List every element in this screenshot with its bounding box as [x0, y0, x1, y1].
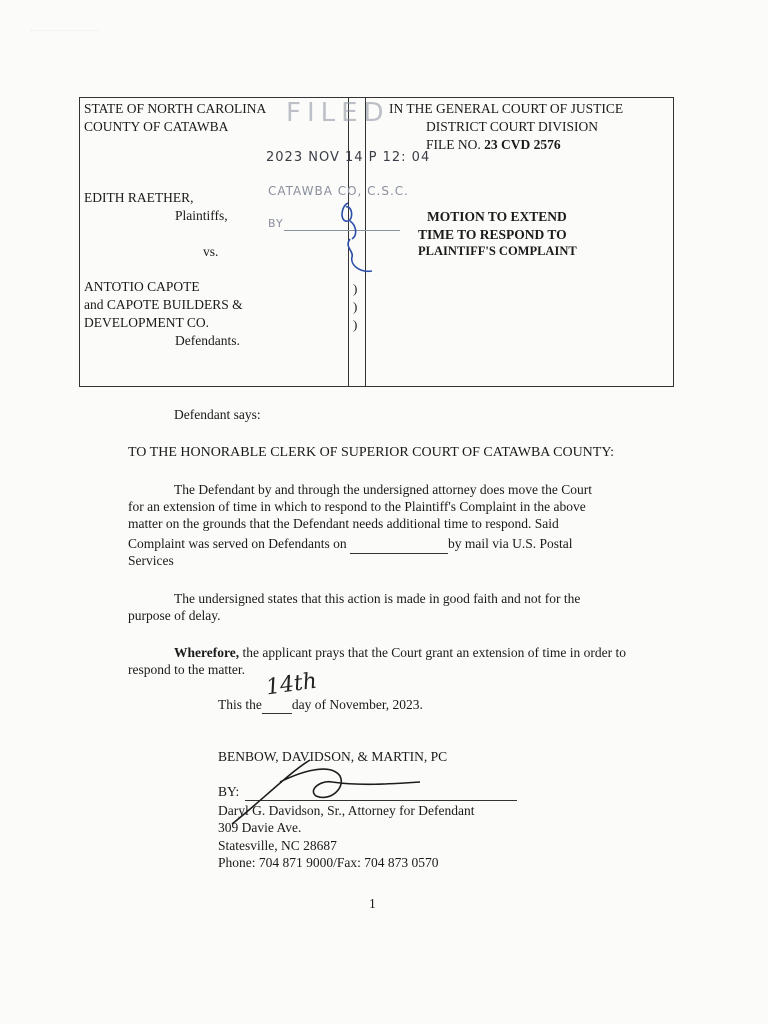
firm-name: BENBOW, DAVIDSON, & MARTIN, PC — [218, 749, 448, 764]
wherefore-label: Wherefore, — [174, 645, 240, 660]
paragraph-1-line4 — [128, 535, 572, 554]
motion-title-line2: TIME TO RESPOND TO — [418, 227, 567, 242]
caption-division: DISTRICT COURT DIVISION — [426, 119, 598, 134]
paragraph-1-line3: matter on the grounds that the Defendant needs additional time to respond. Said — [128, 516, 559, 531]
paragraph-3-line2: respond to the matter. — [128, 662, 245, 677]
motion-title-line3: PLAINTIFF'S COMPLAINT — [418, 244, 577, 258]
paragraph-3-text: the applicant prays that the Court grant an extension of time in order to — [239, 645, 627, 660]
address-line2: Statesville, NC 28687 — [218, 838, 337, 853]
caption-defendant-line2: and CAPOTE BUILDERS & — [84, 297, 243, 312]
clerk-initials-signature — [330, 195, 380, 280]
intro-line: Defendant says: — [174, 407, 261, 422]
caption-paren: ) — [353, 281, 358, 296]
scan-artifact — [30, 30, 100, 51]
caption-county: COUNTY OF CATAWBA — [84, 119, 229, 134]
service-text-a: Complaint was served on Defendants on — [128, 536, 347, 551]
caption-court: IN THE GENERAL COURT OF JUSTICE — [389, 101, 624, 116]
caption-defendant-role: Defendants. — [175, 333, 240, 348]
motion-title-line1: MOTION TO EXTEND — [427, 209, 567, 224]
stamp-office: CATAWBA CO, C.S.C. — [268, 184, 409, 198]
caption-defendant-line3: DEVELOPMENT CO. — [84, 315, 210, 330]
service-date-blank — [350, 535, 448, 554]
dated-line — [218, 696, 423, 714]
salutation: TO THE HONORABLE CLERK OF SUPERIOR COURT OF CATAWBA COUNTY: — [128, 445, 615, 460]
paragraph-1-line1: The Defendant by and through the undersigned attorney does move the Court — [174, 482, 593, 497]
dated-text-b: day of November, 2023. — [291, 697, 423, 712]
caption-paren: ) — [353, 317, 358, 332]
address-line1: 309 Davie Ave. — [218, 820, 302, 835]
caption-vs: vs. — [203, 244, 219, 259]
signature-by-label: BY: — [218, 784, 240, 799]
file-no-label: FILE NO. — [426, 137, 481, 152]
file-no-value: 23 CVD 2576 — [484, 137, 561, 152]
dated-text-a: This the — [218, 697, 262, 712]
handwritten-day: 14th — [264, 668, 319, 701]
paragraph-2-line2: purpose of delay. — [128, 608, 221, 623]
caption-plaintiff: EDITH RAETHER, — [84, 190, 194, 205]
service-text-b: by mail via U.S. Postal — [447, 536, 573, 551]
paragraph-3-line1 — [174, 644, 626, 662]
paragraph-2-line1: The undersigned states that this action is made in good faith and not for the — [174, 591, 581, 606]
page-number: 1 — [369, 896, 376, 911]
phone-fax: Phone: 704 871 9000/Fax: 704 873 0570 — [218, 855, 439, 870]
attorney-name: Daryl G. Davidson, Sr., Attorney for Defendant — [218, 803, 475, 818]
caption-state: STATE OF NORTH CAROLINA — [84, 101, 267, 116]
paragraph-1-line2: for an extension of time in which to respond to the Plaintiff's Complaint in the above — [128, 499, 586, 514]
filed-stamp: FILED — [286, 98, 390, 128]
caption-defendant-line1: ANTOTIO CAPOTE — [84, 279, 200, 294]
paragraph-1-line5: Services — [128, 553, 174, 568]
caption-plaintiff-role: Plaintiffs, — [175, 208, 228, 223]
caption-file-no — [426, 136, 561, 153]
stamp-by: BY — [268, 217, 284, 230]
caption-paren: ) — [353, 299, 358, 314]
stamp-date: 2023 NOV 14 P 12: 04 — [266, 150, 431, 165]
